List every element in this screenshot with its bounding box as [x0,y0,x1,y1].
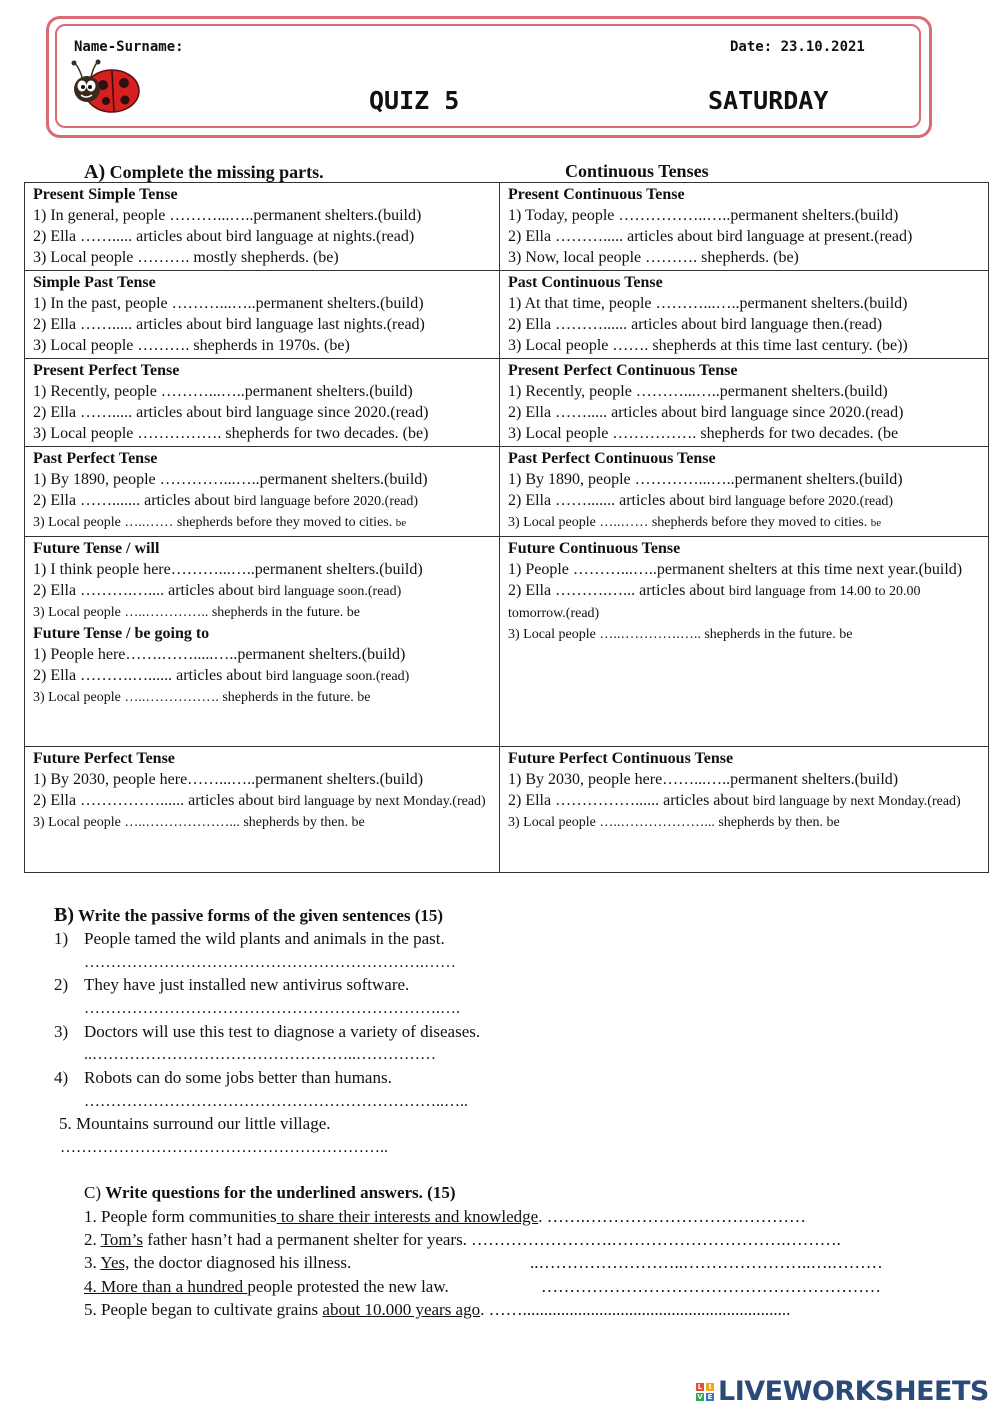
exercise-text: bird language from 14.00 to 20.00 tomorrow.(read) [508,584,921,621]
list-item [84,1207,806,1227]
tense-title: Future Tense / will [33,540,160,557]
exercise-line [508,790,980,812]
table-row [25,747,989,873]
exercise-line: 1) Recently, people ………...…..permanent shelters.(build) [508,383,888,400]
exercise-text: 3) Local people …..…… shepherds before they moved to cities. [33,515,396,530]
item-number: 3) [54,1022,69,1041]
section-c-letter: C) [84,1183,101,1202]
section-c-instruction: Write questions for the underlined answers. (15) [105,1183,456,1202]
exercise-text: be [395,517,407,529]
table-row [25,183,989,271]
exercise-line: 1) Recently, people ………...…..permanent shelters.(build) [33,383,413,400]
day-title: SATURDAY [708,86,829,115]
section-b-heading [54,904,443,927]
answer-line[interactable]: ……………………………………………………….…… [84,954,456,971]
exercise-text: be [870,517,882,529]
name-surname-label: Name-Surname: [74,39,184,55]
exercise-line: 1) Today, people ……………..…..permanent shelters.(build) [508,207,899,224]
list-item [84,1300,790,1320]
tense-cell [500,271,989,359]
item-number: 4) [54,1068,69,1087]
logo-letter: E [707,1393,713,1401]
exercise-line: 2) Ella ………..... articles about bird language at present.(read) [508,228,913,245]
exercise-line: 3) Local people ………. mostly shepherds. (be) [33,249,339,266]
exercise-line: 2) Ella ……..... articles about bird language since 2020.(read) [33,404,429,421]
answer-line[interactable]: . …….………………………………… [538,1207,806,1226]
underlined-answer: 4. More than a hundred [84,1277,248,1296]
exercise-line: 2) Ella ……..... articles about bird language at nights.(read) [33,228,415,245]
exercise-line: 3) Local people …..………….….. shepherds in the future. be [508,627,853,642]
exercise-text: 2) Ella ……….…...... articles about [33,667,266,684]
section-c-heading [84,1183,456,1203]
tense-title: Past Perfect Continuous Tense [508,450,716,467]
item-number: 1) [54,929,69,948]
tense-cell [25,183,500,271]
exercise-line: 3) Local people ……………. shepherds for two decades. (be [508,425,899,442]
exercise-line: 1) At that time, people ………...…..permanent shelters.(build) [508,295,908,312]
exercise-line: 3) Local people …..………………... shepherds by then. be [508,815,840,830]
table-row [25,271,989,359]
tense-title: Future Perfect Tense [33,750,175,767]
answer-line[interactable]: ..……………………..…………………..….……… [530,1253,883,1272]
tense-cell [500,747,989,873]
exercise-line [508,580,980,624]
exercise-line: 3) Local people ……. shepherds at this time last century. (be)) [508,337,908,354]
tense-title: Present Continuous Tense [508,186,685,203]
list-item [84,1230,841,1250]
table-row [25,537,989,747]
date-label: Date: 23.10.2021 [730,39,865,55]
exercise-text: 2) Ella ……....... articles about [33,492,234,509]
exercise-line: 3) Local people …..………………... shepherds by then. be [33,815,365,830]
tense-cell [25,447,500,537]
section-b-instruction: Write the passive forms of the given sentences (15) [77,906,444,925]
question-text: 3. [84,1253,101,1272]
table-row [25,359,989,447]
exercise-line: 3) Now, local people ………. shepherds. (be) [508,249,799,266]
underlined-answer: Yes, [100,1253,130,1272]
exercise-text: 2) Ella ……………...... articles about [508,792,753,809]
logo-letter: V [697,1393,703,1401]
item-sentence: Doctors will use this test to diagnose a variety of diseases. [84,1022,481,1041]
tense-title: Past Continuous Tense [508,274,663,291]
exercise-line: 3) Local people …..………….. shepherds in the future. be [33,605,360,620]
tense-cell [25,747,500,873]
exercise-text: bird language soon.(read) [265,669,410,684]
question-text: 1. People form communities [84,1207,277,1226]
exercise-text: bird language by next Monday.(read) [752,794,961,809]
tense-title: Simple Past Tense [33,274,156,291]
exercise-line: 3) Local people …..……………. shepherds in the future. be [33,690,371,705]
tense-cell [25,271,500,359]
answer-line[interactable]: …………………………………………………… [541,1277,881,1296]
liveworksheets-logo [696,1378,989,1406]
exercise-text: 3) Local people …..…… shepherds before they moved to cities. [508,515,871,530]
question-text: the doctor diagnosed his illness. [129,1253,352,1272]
exercise-line: 1) People here…….…….....…..permanent shelters.(build) [33,646,406,663]
exercise-line: 2) Ella ……..... articles about bird language since 2020.(read) [508,404,904,421]
exercise-text: 2) Ella ……….…... articles about [508,582,729,599]
ladybug-icon [70,57,144,117]
question-text: 5. People began to cultivate grains [84,1300,323,1319]
exercise-line [508,490,980,512]
exercise-line: 2) Ella ………...... articles about bird language then.(read) [508,316,883,333]
exercise-line: 1) By 2030, people here……...…..permanent shelters.(build) [508,771,899,788]
tense-title: Present Perfect Tense [33,362,180,379]
section-a-instruction: Complete the missing parts. [109,162,324,182]
exercise-line: 1) By 1890, people …………...…..permanent shelters.(build) [508,471,903,488]
logo-text: LIVEWORKSHEETS [718,1376,989,1407]
exercise-line [33,790,491,812]
exercise-line: 2) Ella ……..... articles about bird language last nights.(read) [33,316,425,333]
section-b-letter: B) [54,904,74,926]
section-a-heading [84,161,324,184]
exercise-text: 2) Ella ……….….... articles about [33,582,258,599]
underlined-answer: Tom’s [100,1230,143,1249]
logo-letter: I [706,1383,714,1391]
exercise-line [508,512,980,534]
answer-line[interactable]: ..…………………………………………..…………… [84,1046,436,1063]
question-text: 2. [84,1230,101,1249]
underlined-answer: about 10.000 years ago [322,1300,481,1319]
exercise-line: 1) People ………...…..permanent shelters at this time next year.(build) [508,561,963,578]
answer-line[interactable]: …………………………………………………………..….. [84,1093,468,1110]
tense-cell [25,359,500,447]
logo-mark-icon [696,1383,714,1401]
question-text[interactable]: father hasn’t had a permanent shelter for years. …………………….………………………….………. [142,1230,841,1249]
tense-title: Present Simple Tense [33,186,178,203]
quiz-title: QUIZ 5 [369,86,460,115]
item-sentence: 5. Mountains surround our little village. [59,1114,331,1133]
list-item [84,1277,449,1297]
tense-title: Past Perfect Tense [33,450,158,467]
answer-line[interactable]: …………………………………………………….. [60,1139,388,1156]
table-row [25,447,989,537]
question-text: people protested the new law. [247,1277,449,1296]
item-sentence: Robots can do some jobs better than humans. [84,1068,392,1087]
tense-cell [500,183,989,271]
exercise-text: 2) Ella ……....... articles about [508,492,709,509]
exercise-text: bird language before 2020.(read) [708,494,894,509]
exercise-text: bird language by next Monday.(read) [277,794,486,809]
exercise-text: 2) Ella ……………...... articles about [33,792,278,809]
answer-line[interactable]: ………………………………………………………….…. [84,1000,460,1017]
exercise-text: bird language before 2020.(read) [233,494,419,509]
section-a-subtitle: Continuous Tenses [565,161,709,181]
tense-cell [500,447,989,537]
tense-table [24,182,989,873]
tense-title: Present Perfect Continuous Tense [508,362,738,379]
underlined-answer: to share their interests and knowledge [276,1207,539,1226]
tense-title: Future Perfect Continuous Tense [508,750,734,767]
tense-title: Future Tense / be going to [33,625,210,642]
exercise-line: 1) I think people here………...…..permanent shelters.(build) [33,561,423,578]
exercise-line: 1) By 2030, people here……...…..permanent shelters.(build) [33,771,424,788]
list-item [84,1253,351,1273]
tense-title: Future Continuous Tense [508,540,681,557]
exercise-line: 1) By 1890, people …………...…..permanent shelters.(build) [33,471,428,488]
exercise-line [33,665,491,687]
exercise-text: bird language soon.(read) [257,584,402,599]
exercise-line [33,580,491,602]
exercise-line: 3) Local people ……………. shepherds for two decades. (be) [33,425,429,442]
section-a-letter: A) [84,161,106,183]
exercise-line [33,512,491,534]
item-sentence: They have just installed new antivirus software. [84,975,410,994]
exercise-line [33,490,491,512]
tense-cell [500,537,989,747]
tense-cell [25,537,500,747]
item-number: 2) [54,975,69,994]
item-sentence: People tamed the wild plants and animals in the past. [84,929,445,948]
answer-line[interactable]: . ……............................................................... [480,1300,791,1319]
exercise-line: 1) In general, people ………...…..permanent shelters.(build) [33,207,422,224]
exercise-line: 1) In the past, people ………...…..permanent shelters.(build) [33,295,424,312]
logo-letter: L [697,1383,703,1391]
tense-cell [500,359,989,447]
exercise-line: 3) Local people ………. shepherds in 1970s. (be) [33,337,350,354]
